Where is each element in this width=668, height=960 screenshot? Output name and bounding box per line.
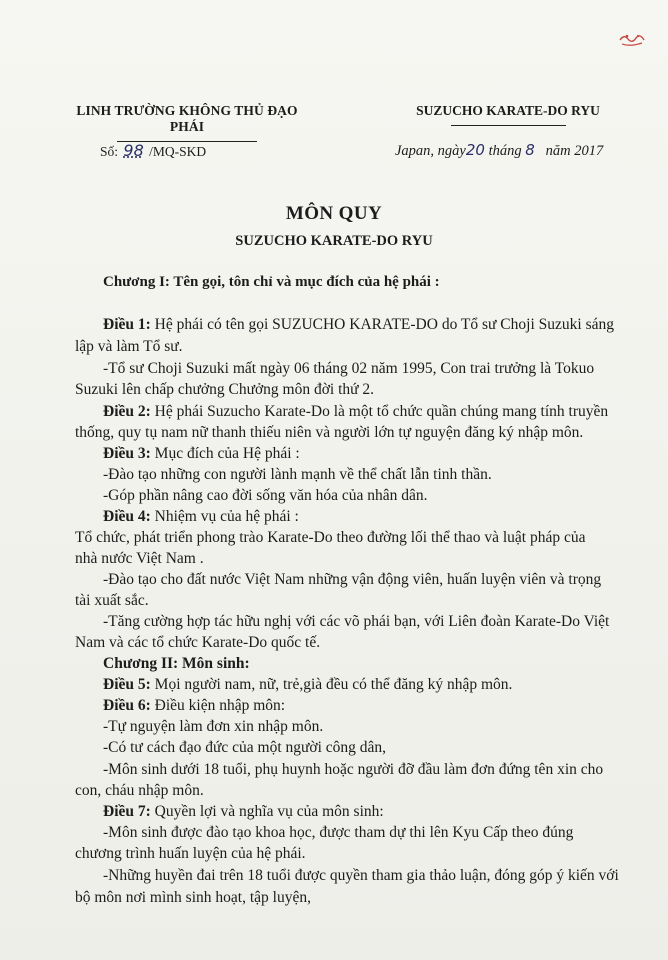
line-text: Quyền lợi và nghĩa vụ của môn sinh: [150,803,384,820]
article-label: Điều 4: [103,508,151,525]
line-text: Hệ phái có tên gọi SUZUCHO KARATE-DO do Tổ sư Choji Suzuki sáng [150,316,614,333]
date-prefix: Japan, ngày [395,143,466,159]
text-line: -Những huyền đai trên 18 tuổi được quyền tham gia thảo luận, đóng góp ý kiến với [103,867,619,884]
text-line: -Góp phần nâng cao đời sống văn hóa của nhân dân. [103,487,428,504]
line-text: Mọi người nam, nữ, trẻ,già đều có thể đăng ký nhập môn. [150,676,513,693]
article-label: Điều 7: [103,803,151,820]
date-month-handwritten: 8 [525,141,535,159]
line-text: Nhiệm vụ của hệ phái : [150,508,299,525]
text-line [103,507,299,527]
so-number-handwritten: 98 [123,141,144,160]
document-subtitle: SUZUCHO KARATE-DO RYU [235,233,433,249]
chapter-2-heading [103,654,250,674]
text-line: thống, quy tụ nam nữ thanh thiếu niên và người lớn tự nguyện đăng ký nhập môn. [75,424,584,441]
text-line: -Đào tạo những con người lành mạnh về thể chất lẫn tinh thần. [103,466,492,483]
date-year: năm 2017 [545,143,604,159]
so-code: /MQ-SKD [149,144,207,159]
date-month-label: tháng [488,143,522,159]
text-line: -Tự nguyện làm đơn xin nhập môn. [103,718,324,735]
text-line: Nam và các tổ chức Karate-Do quốc tế. [75,634,321,651]
text-line: tài xuất sắc. [75,592,149,609]
text-line: chương trình huấn luyện của hệ phái. [75,845,306,862]
text-line [103,315,614,335]
text-line: -Tổ sư Choji Suzuki mất ngày 06 tháng 02 năm 1995, Con trai trưởng là Tokuo [103,360,595,377]
text-line [103,802,384,822]
text-line: nhà nước Việt Nam . [75,550,204,567]
text-line [103,402,608,422]
text-line [103,696,285,716]
text-line [103,675,512,695]
article-label: Điều 1: [103,316,151,333]
chapter-label: Chương II: Môn sinh: [103,655,250,672]
left-org-name: LINH TRƯỜNG KHÔNG THỦ ĐẠO PHÁI [76,103,298,134]
text-line: Suzuki lên chấp chưởng Chưởng môn đời thứ 2. [75,381,375,398]
text-line: -Môn sinh dưới 18 tuổi, phụ huynh hoặc người đỡ đầu làm đơn đứng tên xin cho [103,761,604,778]
article-label: Điều 5: [103,676,151,693]
text-line: -Đào tạo cho đất nước Việt Nam những vận động viên, huấn luyện viên và trọng [103,571,602,588]
so-label: Số: [100,144,119,159]
article-label: Điều 2: [103,403,151,420]
line-text: Mục đích của Hệ phái : [150,445,300,462]
text-line [103,444,300,464]
date-day-handwritten: 20 [465,141,485,159]
article-label: Điều 6: [103,697,151,714]
text-line: -Có tư cách đạo đức của một người công dân, [103,739,387,756]
text-line: bộ môn nơi mình sinh hoạt, tập luyện, [75,889,311,906]
text-line: -Tăng cường hợp tác hữu nghị với các võ phái bạn, với Liên đoàn Karate-Do Việt [103,613,610,630]
article-label: Điều 3: [103,445,151,462]
text-line: lập và làm Tổ sư. [75,338,183,355]
text-line: -Môn sinh được đào tạo khoa học, được tham dự thi lên Kyu Cấp theo đúng [103,824,574,841]
chapter-1-heading: Chương I: Tên gọi, tôn chỉ và mục đích của hệ phái : [103,274,440,290]
text-line: Tổ chức, phát triển phong trào Karate-Do theo đường lối thể thao và luật pháp của [75,529,586,546]
line-text: Điều kiện nhập môn: [150,697,286,714]
line-text: Hệ phái Suzucho Karate-Do là một tổ chức quần chúng mang tính truyền [150,403,609,420]
right-org-name: SUZUCHO KARATE-DO RYU [416,103,600,118]
document-title: MÔN QUY [285,203,383,224]
text-line: con, cháu nhập môn. [75,782,204,799]
